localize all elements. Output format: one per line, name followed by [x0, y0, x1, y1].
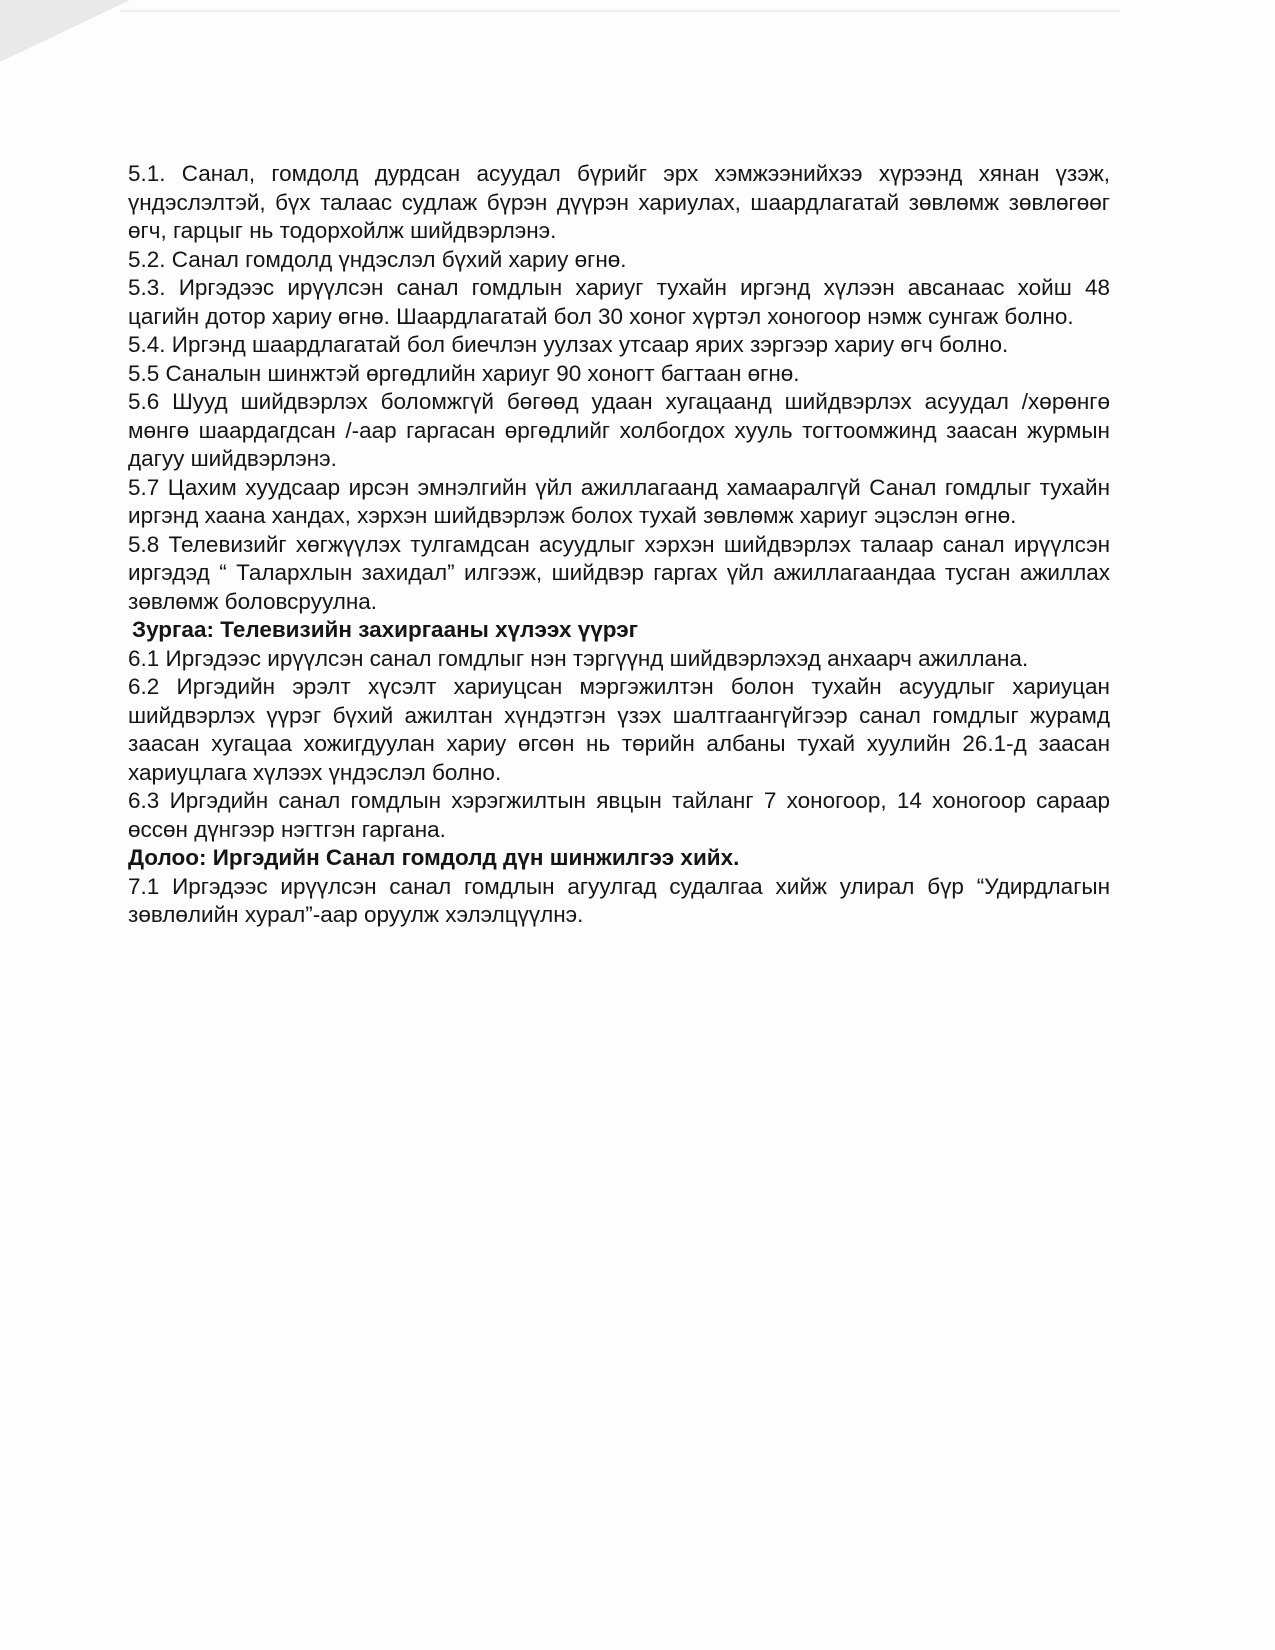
clause-paragraph: 5.1. Санал, гомдолд дурдсан асуудал бүрийг эрх хэмжээнийхээ хүрээнд хянан үзэж, үндэслэлтэй, бүх талаас судлаж бүрэн дүүрэн хариулах, шаардлагатай зөвлөмж зөвлөгөөг өгч, гарцыг нь тодорхойлж шийдвэрлэнэ.: [128, 161, 1110, 243]
section-heading: Долоо: Иргэдийн Санал гомдолд дүн шинжилгээ хийх.: [128, 845, 740, 870]
clause-paragraph: 6.1 Иргэдээс ирүүлсэн санал гомдлыг нэн тэргүүнд шийдвэрлэхэд анхаарч ажиллана.: [128, 645, 1029, 671]
clause-paragraph: 5.5 Саналын шинжтэй өргөдлийн хариуг 90 хоногт багтаан өгнө.: [128, 360, 800, 386]
clause-paragraph: 6.3 Иргэдийн санал гомдлын хэрэгжилтын явцын тайланг 7 хоногоор, 14 хоногоор сараар өссөн дүнгээр нэгтгэн гаргана.: [128, 788, 1110, 842]
clause-paragraph: 5.3. Иргэдээс ирүүлсэн санал гомдлын хариуг тухайн иргэнд хүлээн авсанаас хойш 48 цагийн дотор хариу өгнө. Шаардлагатай бол 30 хоног хүртэл хоногоор нэмж сунгаж болно.: [128, 275, 1110, 329]
scan-edge: [120, 10, 1120, 12]
clause-paragraph: 5.6 Шууд шийдвэрлэх боломжгүй бөгөөд удаан хугацаанд шийдвэрлэх асуудал /хөрөнгө мөнгө шаардагдсан /-аар гаргасан өргөдлийг холбогдох хууль тогтоомжинд заасан журмын дагуу шийдвэрлэнэ.: [128, 389, 1110, 471]
page-fold-corner: [0, 0, 130, 62]
clause-paragraph: 5.8 Телевизийг хөгжүүлэх тулгамдсан асуудлыг хэрхэн шийдвэрлэх талаар санал ирүүлсэн иргэдэд “ Талархлын захидал” илгээж, шийдвэр гаргах үйл ажиллагаандаа тусган ажиллах зөвлөмж боловсруулна.: [128, 531, 1110, 614]
section-heading: Зургаа: Телевизийн захиргааны хүлээх үүрэг: [132, 617, 639, 642]
clause-paragraph: 5.2. Санал гомдолд үндэслэл бүхий хариу өгнө.: [128, 246, 627, 272]
bleed-through-area: [130, 1080, 550, 1164]
clause-paragraph: 7.1 Иргэдээс ирүүлсэн санал гомдлын агуулгад судалгаа хийж улирал бүр “Удирдлагын зөвлөлийн хурал”-аар оруулж хэлэлцүүлнэ.: [128, 873, 1110, 927]
clause-paragraph: 6.2 Иргэдийн эрэлт хүсэлт хариуцсан мэргэжилтэн болон тухайн асуудлыг хариуцан шийдвэрлэх үүрэг бүхий ажилтан хүндэтгэн үзэх шалтгаангүйгээр санал гомдлыг журамд заасан хугацаа хожигдуулан хариу өгсөн нь төрийн албаны тухай хуулийн 26.1-д заасан хариуцлага хүлээх үндэслэл болно.: [128, 674, 1110, 785]
clause-paragraph: 5.7 Цахим хуудсаар ирсэн эмнэлгийн үйл ажиллагаанд хамааралгүй Санал гомдлыг тухайн иргэнд хаана хандах, хэрхэн шийдвэрлэж болох тухай зөвлөмж хариуг эцэслэн өгнө.: [128, 474, 1110, 528]
clause-paragraph: 5.4. Иргэнд шаардлагатай бол биечлэн уулзах утсаар ярих зэргээр хариу өгч болно.: [128, 332, 1009, 357]
document-body: [128, 160, 1110, 930]
